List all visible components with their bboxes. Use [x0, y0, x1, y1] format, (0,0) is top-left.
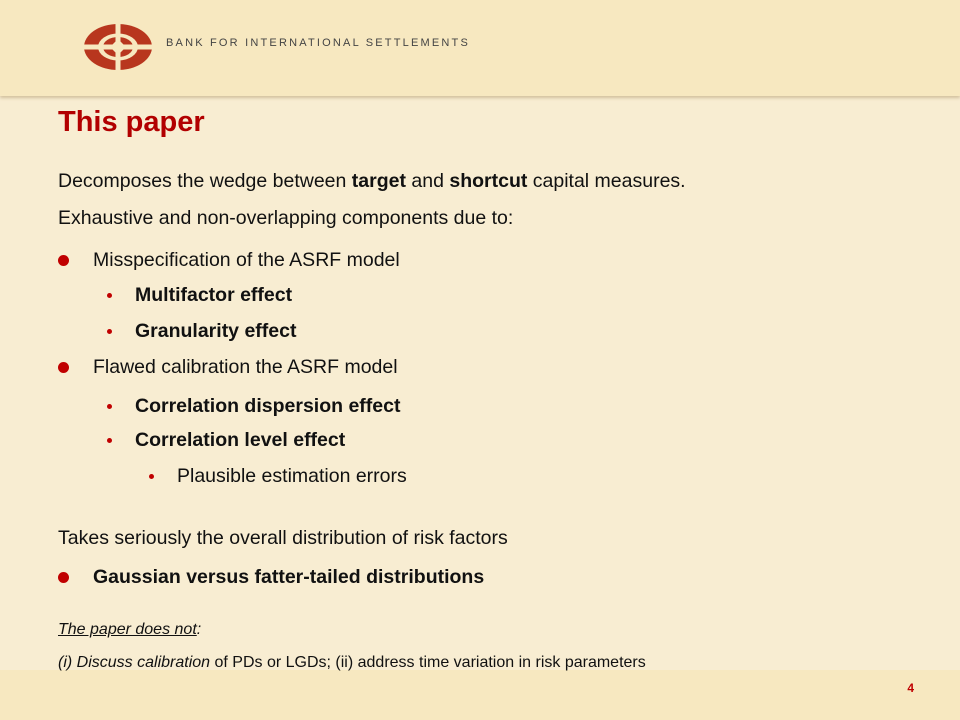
sub-sub-bullet-estimation-errors — [177, 465, 407, 488]
sub-bullet-text: Granularity effect — [135, 320, 297, 342]
slide-title: This paper — [58, 106, 205, 138]
sub-bullet-text: Plausible estimation errors — [177, 465, 407, 487]
note-plain-part: of PDs or LGDs; (ii) address time variation in risk parameters — [210, 654, 646, 671]
footer-bar — [0, 670, 960, 720]
intro-bold-shortcut: shortcut — [449, 170, 528, 192]
sub-bullet-granularity — [135, 320, 296, 343]
sub-bullet-text: Correlation dispersion effect — [135, 395, 401, 417]
sub-bullet-dot-icon — [107, 329, 112, 334]
bullet-text: Flawed calibration the ASRF model — [93, 356, 398, 378]
bullet-dot-icon — [58, 362, 69, 373]
bullet-dot-icon — [58, 572, 69, 583]
bis-logo-icon — [82, 22, 154, 72]
intro-text-pre: Decomposes the wedge between — [58, 170, 352, 192]
components-line: Exhaustive and non-overlapping components due to: — [58, 207, 514, 229]
sub-bullet-text: Correlation level effect — [135, 429, 346, 451]
intro-text-post: capital measures. — [527, 170, 686, 192]
sub-bullet-dot-icon — [107, 293, 112, 298]
sub-bullet-dot-icon — [107, 438, 112, 443]
bullet-flawed-calibration — [93, 356, 398, 379]
note-title: The paper does not — [58, 621, 197, 638]
intro-text-mid: and — [405, 170, 450, 192]
intro-bold-target: target — [351, 170, 406, 192]
sub-bullet-dot-icon — [107, 404, 112, 409]
sub-bullet-correlation-level — [135, 429, 345, 452]
sub-bullet-text: Multifactor effect — [135, 284, 293, 306]
bullet-gaussian — [93, 566, 484, 589]
sub-bullet-correlation-dispersion — [135, 395, 400, 418]
note-italic-part: (i) Discuss calibration — [58, 654, 211, 671]
bullet-text: Gaussian versus fatter-tailed distributions — [93, 566, 485, 588]
bullet-text: Misspecification of the ASRF model — [93, 249, 400, 271]
bullet-dot-icon — [58, 255, 69, 266]
bullet-misspecification — [93, 249, 400, 272]
note-colon: : — [196, 621, 202, 638]
risk-factors-line: Takes seriously the overall distribution of risk factors — [58, 527, 508, 549]
intro-line — [58, 170, 686, 193]
page-number: 4 — [907, 681, 914, 695]
org-name: BANK FOR INTERNATIONAL SETTLEMENTS — [166, 37, 470, 49]
note-text — [58, 654, 646, 672]
note-heading — [58, 621, 201, 639]
sub-bullet-dot-icon — [149, 474, 154, 479]
sub-bullet-multifactor — [135, 284, 292, 307]
header-bar — [0, 0, 960, 96]
